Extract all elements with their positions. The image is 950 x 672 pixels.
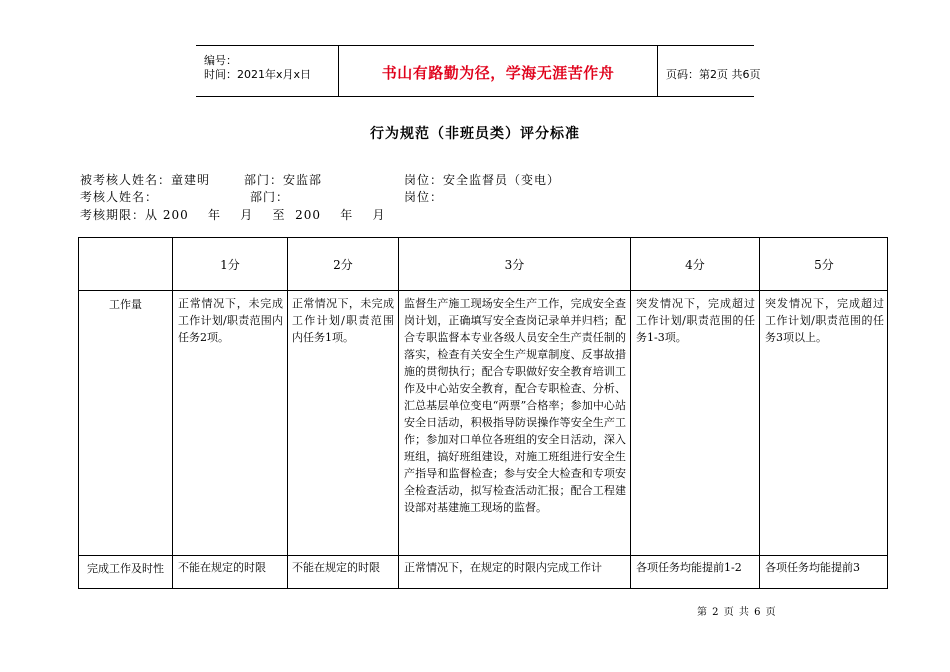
workload-score-2: 正常情况下，未完成工作计划/职责范围内任务1项。 <box>292 297 394 344</box>
assessment-period: 考核期限：从 200 年 月 至 200 年 月 <box>80 208 386 222</box>
row-label-workload: 工作量 <box>109 298 142 311</box>
header-score-5: 5分 <box>814 257 834 272</box>
motto-text: 书山有路勤为径，学海无涯苦作舟 <box>381 64 615 82</box>
assessor-dept: 部门： <box>250 190 290 204</box>
document-header <box>196 45 761 97</box>
page-title: 行为规范（非班员类）评分标准 <box>370 126 580 142</box>
assessor-post: 岗位： <box>404 190 444 204</box>
number-label: 编号： <box>204 54 237 67</box>
assessee-dept: 部门：安监部 <box>244 173 323 187</box>
timeliness-score-1: 不能在规定的时限 <box>178 561 266 574</box>
row-divider <box>79 555 887 556</box>
page-label: 页码：第2页 共6页 <box>666 68 761 81</box>
workload-score-1: 正常情况下，未完成工作计划/职责范围内任务2项。 <box>178 297 283 344</box>
header-meta-cell <box>196 46 338 96</box>
assessee-post: 岗位：安全监督员（变电） <box>404 173 561 187</box>
time-label: 时间：2021年x月x日 <box>204 68 312 81</box>
workload-score-4: 突发情况下，完成超过工作计划/职责范围的任务1-3项。 <box>636 297 755 344</box>
assessor-name: 考核人姓名： <box>80 190 159 204</box>
header-score-1: 1分 <box>220 257 240 272</box>
header-score-3: 3分 <box>504 257 525 272</box>
page-footer: 第 2 页 共 6 页 <box>697 607 777 618</box>
header-motto-cell <box>338 46 658 96</box>
header-score-4: 4分 <box>685 257 705 272</box>
row-divider <box>79 290 887 291</box>
timeliness-score-3: 正常情况下，在规定的时限内完成工作计 <box>404 561 602 574</box>
scoring-table <box>78 237 888 589</box>
assessee-name: 被考核人姓名：童建明 <box>80 173 211 187</box>
header-page-cell <box>658 46 761 96</box>
row-label-timeliness: 完成工作及时性 <box>87 562 164 575</box>
workload-score-5: 突发情况下，完成超过工作计划/职责范围的任务3项以上。 <box>765 297 884 344</box>
workload-score-3: 监督生产施工现场安全生产工作，完成安全查岗计划，正确填写安全查岗记录单并归档；配合专职监督本专业各级人员安全生产责任制的落实，检查有关安全生产规章制度、反事故措施的贯彻执行；配合专职做好安全教育培训工作及中心站安全教育，配合专职检查、分析、汇总基层单位变电“两票”合格率；参加中心站安全日活动，积极指导防误操作等安全生产工作；参加对口单位各班组的安全日活动，深入班组，搞好班组建设，对施工班组进行安全生产指导和监督检查；参与安全大检查和专项安全检查活动，拟写检查活动汇报；配合工程建设部对基建施工现场的监督。 <box>404 297 626 514</box>
header-score-2: 2分 <box>333 257 353 272</box>
timeliness-score-5: 各项任务均能提前3 <box>765 561 860 574</box>
timeliness-score-2: 不能在规定的时限 <box>292 561 380 574</box>
timeliness-score-4: 各项任务均能提前1-2 <box>636 561 742 574</box>
